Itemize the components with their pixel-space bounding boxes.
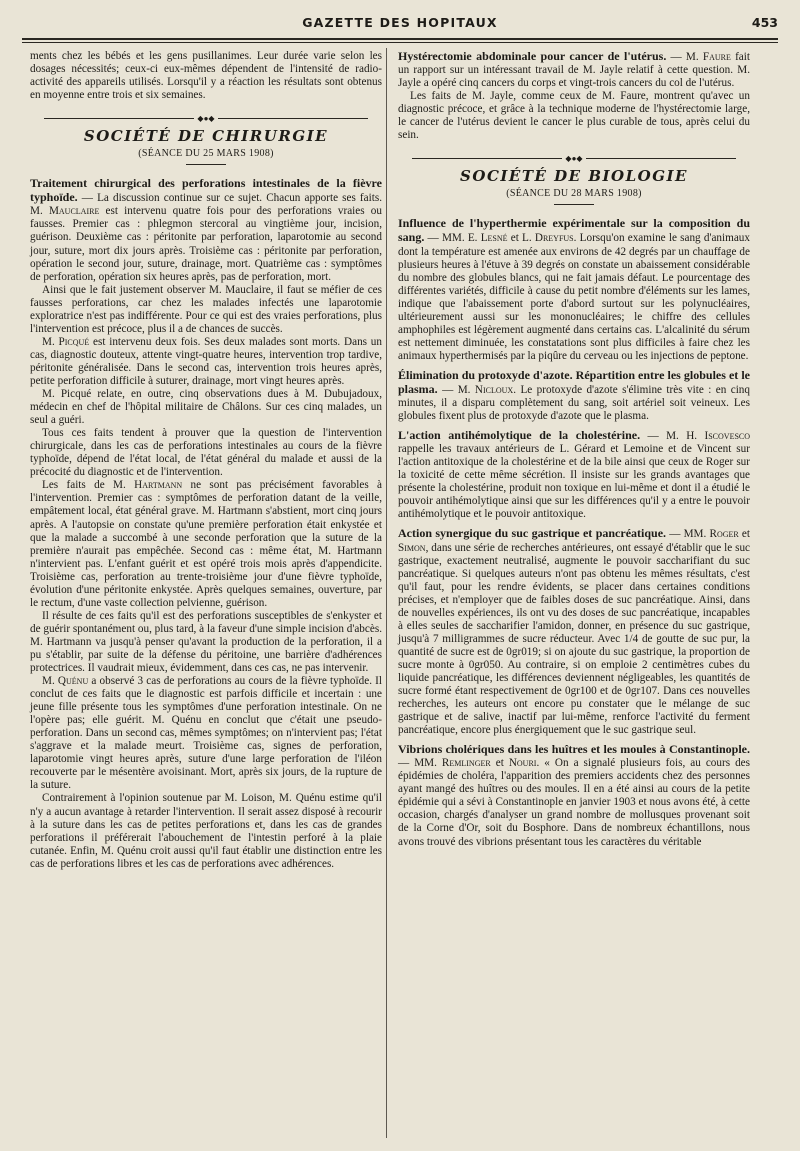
text-run: rappelle les travaux antérieurs de L. Gérard et Lemoine et de Vincent sur l'action antitoxique de la cholestérine et de la bile ainsi que ceux de Roger sur la toxicité de cette même sécrétion. Il insiste sur les grands avantages que présente la cholestérine, produit non toxique en lui-même et dont il a étudié le pouvoir antihémolytique ainsi que sur les différences qu'il y a entre le pouvoir antihémolytique et le pouvoir antitoxique. bbox=[398, 443, 750, 521]
paragraph: M. Picqué relate, en outre, cinq observations dues à M. Dubujadoux, médecin en chef de l'hôpital militaire de Châlons. Sur ces cinq malades, un seul a guéri. bbox=[30, 388, 382, 427]
article-paragraph bbox=[398, 217, 750, 363]
article-paragraph bbox=[398, 429, 750, 521]
article-title: Hystérectomie abdominale pour cancer de l'utérus. bbox=[398, 49, 667, 63]
left-column bbox=[30, 50, 382, 871]
paragraph bbox=[30, 336, 382, 388]
article-paragraph bbox=[398, 527, 750, 737]
article-paragraph bbox=[398, 50, 750, 90]
text-run: M. bbox=[42, 675, 58, 688]
article-title: Vibrions cholériques dans les huîtres et les moules à Constantinople. bbox=[398, 742, 750, 757]
column-separator bbox=[386, 48, 387, 1138]
text-run: — M. H. bbox=[640, 430, 705, 443]
author-name: Picqué bbox=[58, 335, 90, 348]
text-run: — M. bbox=[437, 383, 475, 396]
paragraph bbox=[30, 479, 382, 609]
text-run: — MM. bbox=[666, 528, 710, 541]
text-run: a observé 3 cas de perforations au cours de la fièvre typhoïde. Il conclut de ces faits que le diagnostic est parfois difficile et incertain : une jeune fille présente tous les symptômes d'une perforation intestinale. On ne l'opère pas; elle guérit. M. Quénu en conclut que c'était une pseudo-perforation. Dans un second cas, mêmes symptômes; on n'intervient pas; l'état s'aggrave et la malade meurt. Troisième cas, signes de perforation, laparotomie vingt heures après, suture d'une large perforation de l'iléon recouverte par le mésentère avoisinant. Mort, après six jours, de la rupture de la suture. bbox=[30, 675, 382, 792]
section-title-biologie: SOCIÉTÉ DE BIOLOGIE bbox=[460, 167, 688, 186]
text-run: fait un rapport sur un intéressant travail de M. Jayle relatif à cette question. M. Jayle a opéré cinq cancers du corps et vingt-trois cancers du col de l'utérus. bbox=[398, 51, 750, 90]
author-name: Lesné bbox=[480, 232, 508, 245]
article-title: Influence de l'hyperthermie expérimentale sur la composition du sang. bbox=[398, 216, 750, 245]
paragraph: Tous ces faits tendent à prouver que la question de l'intervention chirurgicale, dans les cas de perforations intestinales au cours de la fièvre typhoïde, dépend de l'état local, de l'état général du malade et aussi de la précocité du diagnostic et de l'intervention. bbox=[30, 427, 382, 479]
journal-title: GAZETTE DES HOPITAUX bbox=[302, 15, 498, 30]
paragraph: Les faits de M. Jayle, comme ceux de M. Faure, montrent qu'avec un diagnostic précoce, et grâce à la technique moderne de l'hystérectomie large, le cancer de l'utérus devient le cancer le plus curable de tous, après celui du sein. bbox=[398, 90, 750, 142]
seance-rule bbox=[186, 164, 226, 165]
author-name: Dreyfus bbox=[534, 232, 574, 245]
text-run: Les faits de M. bbox=[42, 479, 135, 492]
section-divider-ornament: ◆●◆ bbox=[398, 152, 750, 160]
text-run: M. bbox=[42, 335, 59, 348]
section-title-chirurgie: SOCIÉTÉ DE CHIRURGIE bbox=[83, 127, 329, 146]
article-title: Action synergique du suc gastrique et pancréatique. bbox=[398, 526, 667, 541]
author-name: Nicloux bbox=[474, 383, 514, 396]
seance-date: (SÉANCE DU 25 MARS 1908) bbox=[138, 148, 274, 160]
article-title: Élimination du protoxyde d'azote. Répartition entre les globules et le plasma. bbox=[398, 367, 750, 396]
text-run: — M. bbox=[666, 51, 703, 63]
paragraph: Il résulte de ces faits qu'il est des perforations susceptibles de s'enkyster et de guérir spontanément ou, plus tard, à la faveur d'une simple incision d'abcès. M. Hartmann va jusqu'à penser qu'avant la production de la perforation, il a pu s'établir, par suite de la défense du péritoine, une barrière d'adhérences protectrices. Il vaudrait mieux, évidemment, dans ces cas, ne pas intervenir. bbox=[30, 609, 382, 675]
text-run: est intervenu deux fois. Ses deux malades sont morts. Dans un cas, diagnostic douteux, attente vingt-quatre heures, intervention trop tardive, péritonite généralisée. Dans le second cas, intervention trois heures après, petite perforation difficile à suturer, drainage, mort vingt heures après. bbox=[30, 335, 382, 387]
author-name: Mauclaire bbox=[48, 205, 100, 218]
author-name: Simon bbox=[398, 541, 426, 554]
seance-date: (SÉANCE DU 28 MARS 1908) bbox=[506, 188, 642, 200]
right-column bbox=[398, 50, 750, 849]
paragraph bbox=[30, 675, 382, 792]
text-run: — La discussion continue sur ce sujet. Chacun apporte ses faits. M. bbox=[30, 192, 382, 218]
text-run: — MM. E. bbox=[424, 232, 481, 245]
text-run: et bbox=[490, 757, 509, 770]
text-run: ne sont pas précisément favorables à l'intervention. Premier cas : symptômes de perforation datant de la veille, empâtement local, état général grave. M. Hartmann s'abstient, mort cinq jours après. A l'autopsie on constate qu'une première perforation était enkystée et que la malade a succombé à une seconde perforation que la suture de la première n'aurait pas empêchée. Second cas : même état, M. Hartmann n'intervient pas. L'enfant guérit et est opéré trois mois après d'appendicite. Troisième cas, perforation au trente-troisième jour d'une fièvre typhoïde, évolution d'une péritonite enkystée. Après quelques semaines, ouverture, par le rectum, d'une vaste collection pelvienne, guérison. bbox=[30, 479, 382, 609]
article-title: Traitement chirurgical des perforations intestinales de la fièvre typhoïde. bbox=[30, 176, 382, 205]
text-run: et bbox=[738, 528, 750, 541]
article-paragraph bbox=[398, 369, 750, 423]
paragraph: Ainsi que le fait justement observer M. Mauclaire, il faut se méfier de ces fausses perforations, car chez les malades infectés une laparotomie exploratrice n'est pas indifférente. Pour ce qui est des vraies perforations, plus l'intervention est précoce, plus il a de chances de succès. bbox=[30, 283, 382, 335]
author-name: Nouri bbox=[508, 757, 537, 770]
paragraph: Contrairement à l'opinion soutenue par M. Loison, M. Quénu estime qu'il n'y a aucun avantage à retarder l'intervention. Il serait assez disposé à recourir à la suture dans les cas de petites perforations et, dans les cas de grandes perforations il préférerait l'abouchement de l'intestin perforé à la plaie cutanée. Enfin, M. Quénu croit aussi qu'il faut établir une distinction entre les cas de perforations libres et les cas de perforations avec adhérences. bbox=[30, 792, 382, 870]
author-name: Quénu bbox=[57, 675, 89, 688]
page-number: 453 bbox=[751, 15, 778, 30]
author-name: Roger bbox=[709, 528, 739, 541]
text-run: . « On a signalé plusieurs fois, au cours des épidémies de choléra, l'apparition des premiers accidents chez des personnes ayant mangé des huîtres ou des moules. Il en a été ainsi au cours de la petite épidémie qui a sévi à Constantinople en janvier 1903 et nous avons été, à cette occasion, chargés d'analyser un grand nombre de mollusques provenant soit de la Corne d'Or, soit du Bosphore. Dans de nombreux échantillons, nous avons trouvé des vibrions présentant tous les caractères du véritable bbox=[398, 757, 750, 848]
author-name: Iscovesco bbox=[704, 430, 751, 443]
text-run: . Lorsqu'on examine le sang d'animaux dont la température est amenée aux environs de 42 degrés par un chauffage de plusieurs heures à l'étuve à 39 degrés on constate un abaissement considérable du nombre des globules blancs, qui ne fait jamais défaut. Le pourcentage des différentes variétés, difficile à cause du petit nombre d'éléments sur les lames, indique que l'abaissement porte d'abord surtout sur les polynucléaires, ultérieurement aussi sur les mononucléaires; le chiffre des cellules amphophiles est légèrement augmenté dans certains cas. L'alcalinité du sérum est nettement diminuée, les constatations sont plus difficiles à faire chez les animaux hyperthermisés par la piqûre du cerveau ou les injections de peptone. bbox=[398, 232, 750, 362]
section-divider-ornament: ◆●◆ bbox=[30, 112, 382, 120]
text-run: , dans une série de recherches antérieures, ont essayé d'établir que le suc gastrique, exactement neutralisé, augmente le pouvoir saccharifiant du suc pancréatique. Si quelques auteurs n'ont pas obtenu les mêmes résultats, c'est qu'il faut, pour les rendre évidents, se placer dans certaines conditions précises, et n'employer que de faibles doses de suc pancréatique. Ainsi, dans de nouvelles expériences, ils ont vu des doses de suc pancréatique, incapables à elles seules de saccharifier l'amidon, donner, en présence du suc gastrique, jusqu'à 7 milligrammes de sucre réducteur. Avec 1/4 de goutte de suc pur, la quantité de sucre est de 0gr019; si on ajoute du suc gastrique, la proportion de sucre monte à 0gr050. Au contraire, si on emploie 2 centimètres cubes du liquide pancréatique, les différences deviennent négligeables, les quantités de sucre formé étant respectivement de 0gr100 et de 0gr107. Dans ces nouvelles recherches, les auteurs ont encore pu constater que le mélange de suc gastrique et de salive, inactif par lui-même, renforce l'activité du ferment pancréatique, encore plus énergiquement que le suc gastrique seul. bbox=[398, 541, 750, 737]
header-rule-thin bbox=[22, 42, 778, 43]
continued-paragraph: ments chez les bébés et les gens pusillanimes. Leur durée varie selon les dosages nécessités; ceux-ci eux-mêmes dépendent de l'intensité de radio-activité des appareils utilisés. Lorsqu'il y a réaction les résultats sont obtenus en moyenne entre trois et six semaines. bbox=[30, 50, 382, 102]
seance-rule bbox=[554, 204, 594, 205]
page-header bbox=[22, 14, 778, 34]
text-run: — MM. bbox=[398, 757, 442, 770]
article-title: L'action antihémolytique de la cholestérine. bbox=[398, 428, 641, 443]
article-paragraph bbox=[398, 743, 750, 848]
author-name: Faure bbox=[702, 51, 731, 63]
text-run: est intervenu quatre fois pour des perforations vraies ou fausses. Premier cas : phlegmon stercoral au vingtième jour, incision, guérison. Deuxième cas : péritonite par perforation, laparotomie au second jour, suture, mort dix jours après. Troisième cas : péritonite par perforation, opération le second jour, suture, drainage, mort. Quatrième cas : symptômes de perforation, opération six heures après, pas de perforation, mort. bbox=[30, 205, 382, 283]
author-name: Remlinger bbox=[441, 757, 491, 770]
author-name: Hartmann bbox=[134, 479, 183, 492]
text-run: . Le protoxyde d'azote s'élimine très vite : en cinq minutes, il a disparu complètement du sang, soit artériel soit veineux. Les globules fixent plus de protoxyde d'azote que le plasma. bbox=[398, 383, 750, 423]
article-paragraph bbox=[30, 177, 382, 283]
header-rule-thick bbox=[22, 38, 778, 40]
text-run: et L. bbox=[507, 232, 535, 245]
